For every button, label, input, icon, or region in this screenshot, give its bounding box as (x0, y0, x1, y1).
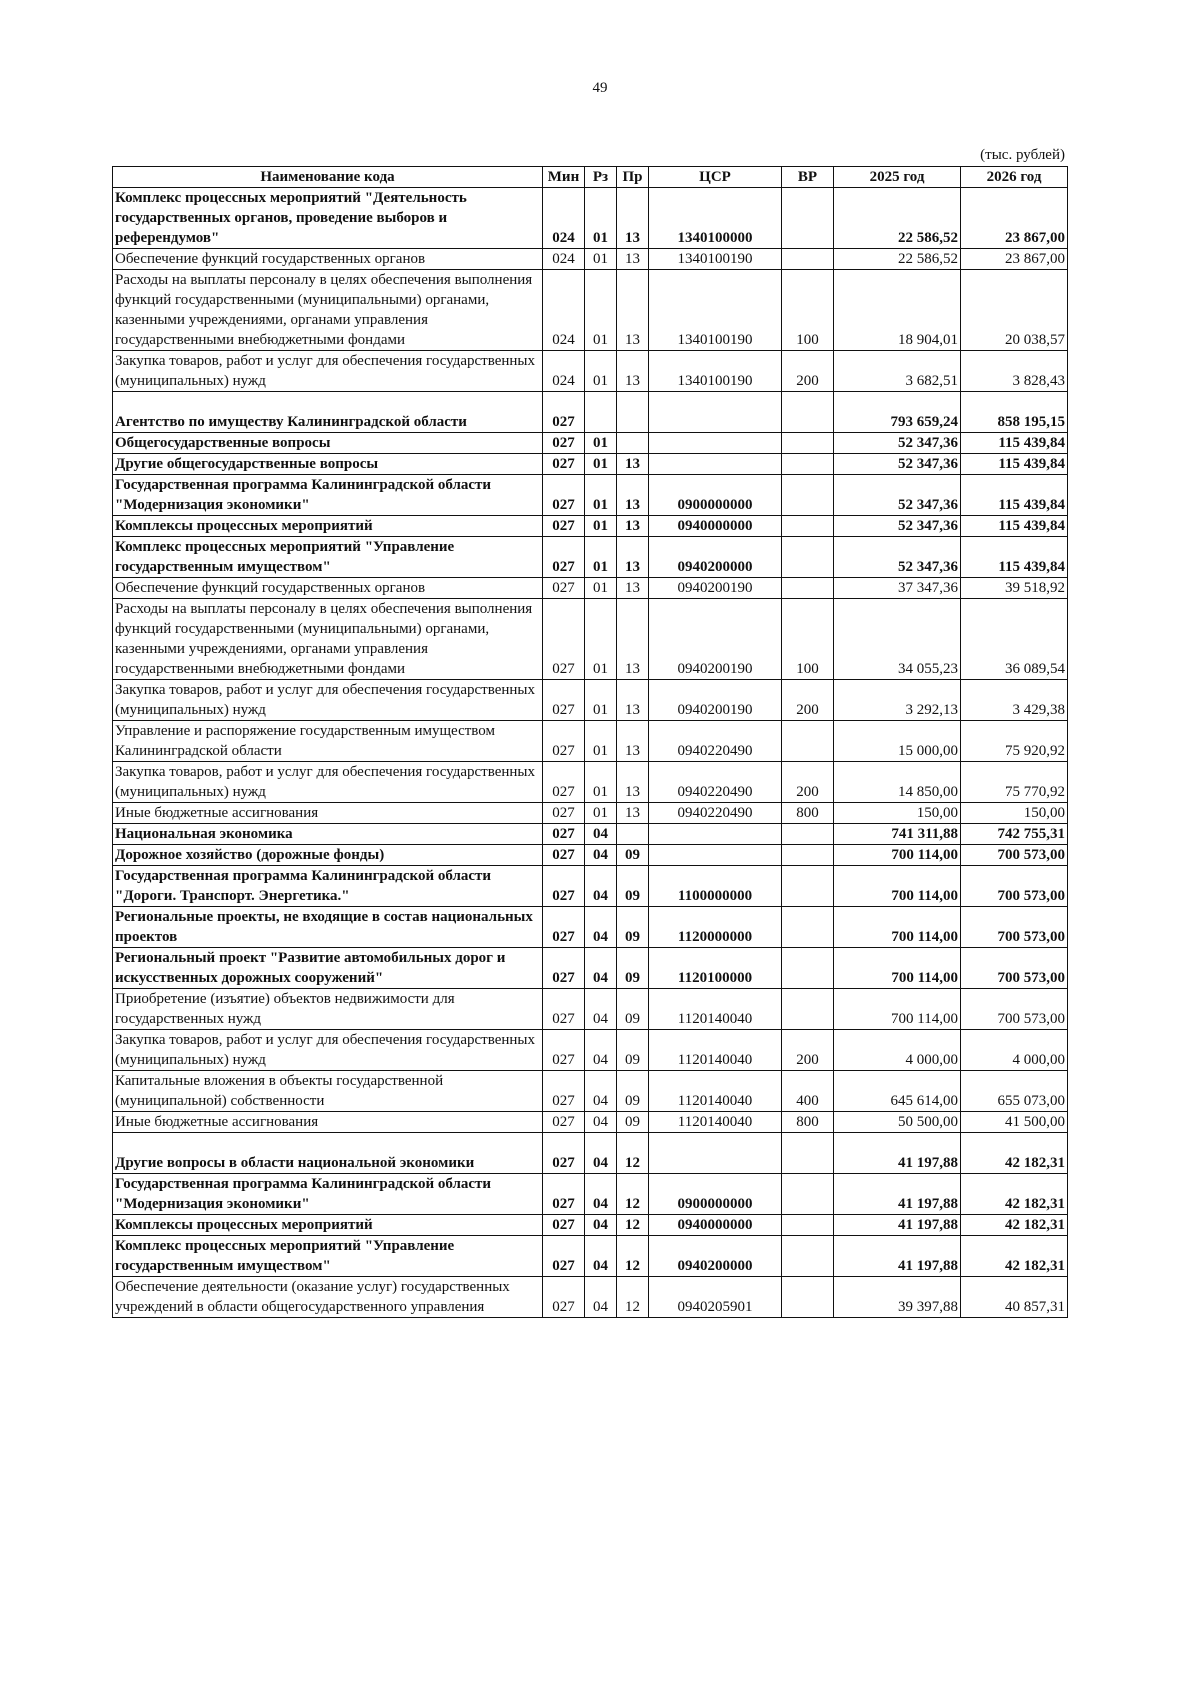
cell-rz: 04 (585, 1277, 617, 1318)
header-pr: Пр (617, 167, 649, 188)
table-row (113, 578, 1068, 599)
cell-min: 027 (543, 948, 585, 989)
header-name: Наименование кода (113, 167, 543, 188)
cell-pr: 13 (617, 680, 649, 721)
cell-name: Закупка товаров, работ и услуг для обеспечения государственных (муниципальных) нужд (113, 351, 543, 392)
cell-pr: 13 (617, 454, 649, 475)
cell-vr (782, 249, 834, 270)
cell-pr: 09 (617, 866, 649, 907)
cell-vr (782, 948, 834, 989)
cell-pr: 13 (617, 537, 649, 578)
cell-rz: 04 (585, 1215, 617, 1236)
cell-pr (617, 433, 649, 454)
cell-min: 027 (543, 578, 585, 599)
cell-name: Обеспечение деятельности (оказание услуг) государственных учреждений в области общегосударственного управления (113, 1277, 543, 1318)
cell-pr: 13 (617, 249, 649, 270)
cell-vr (782, 845, 834, 866)
cell-rz: 04 (585, 948, 617, 989)
cell-min: 027 (543, 454, 585, 475)
cell-2026: 39 518,92 (961, 578, 1068, 599)
cell-pr: 13 (617, 762, 649, 803)
cell-min: 027 (543, 721, 585, 762)
header-csr: ЦСР (649, 167, 782, 188)
cell-2025: 700 114,00 (834, 989, 961, 1030)
cell-vr: 100 (782, 270, 834, 351)
cell-rz: 04 (585, 824, 617, 845)
cell-2025: 41 197,88 (834, 1215, 961, 1236)
cell-2025: 39 397,88 (834, 1277, 961, 1318)
cell-pr: 13 (617, 578, 649, 599)
table-row (113, 989, 1068, 1030)
cell-2025: 52 347,36 (834, 433, 961, 454)
cell-csr: 0940205901 (649, 1277, 782, 1318)
cell-2025: 3 682,51 (834, 351, 961, 392)
cell-pr: 13 (617, 803, 649, 824)
cell-rz (585, 392, 617, 433)
cell-pr: 09 (617, 907, 649, 948)
cell-min: 027 (543, 392, 585, 433)
cell-2025: 41 197,88 (834, 1133, 961, 1174)
table-row (113, 845, 1068, 866)
cell-csr: 1340100190 (649, 270, 782, 351)
cell-pr: 13 (617, 721, 649, 762)
cell-min: 027 (543, 866, 585, 907)
table-row (113, 270, 1068, 351)
cell-2025: 150,00 (834, 803, 961, 824)
cell-rz: 01 (585, 599, 617, 680)
cell-rz: 01 (585, 721, 617, 762)
cell-rz: 01 (585, 270, 617, 351)
table-row (113, 188, 1068, 249)
cell-pr: 09 (617, 989, 649, 1030)
cell-2026: 36 089,54 (961, 599, 1068, 680)
cell-min: 027 (543, 762, 585, 803)
cell-2025: 18 904,01 (834, 270, 961, 351)
cell-pr: 09 (617, 845, 649, 866)
cell-csr: 0940200000 (649, 537, 782, 578)
cell-pr: 09 (617, 1071, 649, 1112)
cell-2026: 23 867,00 (961, 188, 1068, 249)
cell-name: Иные бюджетные ассигнования (113, 803, 543, 824)
cell-2025: 52 347,36 (834, 454, 961, 475)
cell-csr (649, 1133, 782, 1174)
cell-csr: 1120100000 (649, 948, 782, 989)
table-row (113, 948, 1068, 989)
cell-pr: 13 (617, 516, 649, 537)
cell-vr (782, 989, 834, 1030)
budget-table (112, 166, 1068, 1318)
cell-min: 027 (543, 599, 585, 680)
cell-2026: 3 828,43 (961, 351, 1068, 392)
cell-min: 027 (543, 537, 585, 578)
cell-2026: 115 439,84 (961, 433, 1068, 454)
cell-pr: 13 (617, 270, 649, 351)
cell-2026: 115 439,84 (961, 475, 1068, 516)
cell-2026: 700 573,00 (961, 845, 1068, 866)
unit-note: (тыс. рублей) (980, 147, 1065, 163)
table-row (113, 433, 1068, 454)
table-row (113, 1030, 1068, 1071)
cell-pr: 12 (617, 1236, 649, 1277)
cell-csr: 1120140040 (649, 989, 782, 1030)
cell-2025: 41 197,88 (834, 1236, 961, 1277)
cell-name: Дорожное хозяйство (дорожные фонды) (113, 845, 543, 866)
cell-pr (617, 824, 649, 845)
table-row (113, 1174, 1068, 1215)
cell-pr: 13 (617, 351, 649, 392)
table-row (113, 1071, 1068, 1112)
cell-name: Комплексы процессных мероприятий (113, 1215, 543, 1236)
cell-csr: 1340100190 (649, 249, 782, 270)
cell-vr: 100 (782, 599, 834, 680)
cell-2026: 4 000,00 (961, 1030, 1068, 1071)
cell-min: 027 (543, 433, 585, 454)
table-row (113, 1215, 1068, 1236)
cell-csr (649, 824, 782, 845)
cell-min: 027 (543, 1174, 585, 1215)
header-2026: 2026 год (961, 167, 1068, 188)
cell-csr: 0940200190 (649, 680, 782, 721)
header-vr: ВР (782, 167, 834, 188)
cell-csr (649, 392, 782, 433)
cell-2025: 52 347,36 (834, 475, 961, 516)
cell-vr (782, 188, 834, 249)
cell-vr (782, 392, 834, 433)
cell-rz: 01 (585, 803, 617, 824)
cell-csr (649, 845, 782, 866)
table-row (113, 721, 1068, 762)
cell-vr: 800 (782, 803, 834, 824)
cell-rz: 01 (585, 516, 617, 537)
cell-min: 024 (543, 351, 585, 392)
cell-name: Закупка товаров, работ и услуг для обеспечения государственных (муниципальных) нужд (113, 1030, 543, 1071)
cell-min: 027 (543, 1030, 585, 1071)
cell-name: Государственная программа Калининградской области "Дороги. Транспорт. Энергетика." (113, 866, 543, 907)
page-number: 49 (592, 80, 608, 96)
cell-name: Региональные проекты, не входящие в состав национальных проектов (113, 907, 543, 948)
cell-rz: 04 (585, 1112, 617, 1133)
cell-2025: 4 000,00 (834, 1030, 961, 1071)
table-row (113, 907, 1068, 948)
cell-2026: 23 867,00 (961, 249, 1068, 270)
cell-min: 027 (543, 803, 585, 824)
cell-2026: 3 429,38 (961, 680, 1068, 721)
cell-2026: 150,00 (961, 803, 1068, 824)
cell-rz: 01 (585, 351, 617, 392)
cell-2026: 42 182,31 (961, 1215, 1068, 1236)
cell-2026: 742 755,31 (961, 824, 1068, 845)
cell-2026: 75 920,92 (961, 721, 1068, 762)
table-row (113, 599, 1068, 680)
cell-2025: 37 347,36 (834, 578, 961, 599)
cell-pr: 09 (617, 1030, 649, 1071)
cell-min: 027 (543, 516, 585, 537)
cell-csr: 1120140040 (649, 1071, 782, 1112)
cell-csr: 1100000000 (649, 866, 782, 907)
cell-pr: 13 (617, 475, 649, 516)
cell-rz: 04 (585, 1071, 617, 1112)
cell-vr (782, 1215, 834, 1236)
cell-vr: 400 (782, 1071, 834, 1112)
cell-pr: 13 (617, 599, 649, 680)
table-row (113, 803, 1068, 824)
cell-2025: 700 114,00 (834, 907, 961, 948)
cell-name: Другие общегосударственные вопросы (113, 454, 543, 475)
cell-2026: 700 573,00 (961, 907, 1068, 948)
cell-2025: 793 659,24 (834, 392, 961, 433)
table-row (113, 1112, 1068, 1133)
cell-2026: 115 439,84 (961, 516, 1068, 537)
cell-min: 024 (543, 188, 585, 249)
cell-name: Капитальные вложения в объекты государственной (муниципальной) собственности (113, 1071, 543, 1112)
cell-rz: 01 (585, 188, 617, 249)
cell-min: 027 (543, 845, 585, 866)
cell-2026: 700 573,00 (961, 866, 1068, 907)
cell-name: Другие вопросы в области национальной экономики (113, 1133, 543, 1174)
cell-name: Закупка товаров, работ и услуг для обеспечения государственных (муниципальных) нужд (113, 762, 543, 803)
cell-csr: 0940220490 (649, 803, 782, 824)
cell-2025: 34 055,23 (834, 599, 961, 680)
cell-name: Расходы на выплаты персоналу в целях обеспечения выполнения функций государственными (муниципальными) органами, казенными учреждениями, органами управления государственными внебюджетными фондами (113, 599, 543, 680)
cell-2025: 3 292,13 (834, 680, 961, 721)
cell-2026: 42 182,31 (961, 1236, 1068, 1277)
cell-pr: 12 (617, 1174, 649, 1215)
cell-2026: 40 857,31 (961, 1277, 1068, 1318)
cell-name: Государственная программа Калининградской области "Модернизация экономики" (113, 1174, 543, 1215)
cell-2026: 858 195,15 (961, 392, 1068, 433)
table-body (113, 188, 1068, 1318)
cell-min: 027 (543, 1215, 585, 1236)
cell-vr (782, 1277, 834, 1318)
cell-vr (782, 433, 834, 454)
cell-min: 024 (543, 249, 585, 270)
cell-2025: 700 114,00 (834, 948, 961, 989)
table-row (113, 249, 1068, 270)
cell-pr: 12 (617, 1133, 649, 1174)
cell-2026: 700 573,00 (961, 989, 1068, 1030)
cell-2025: 700 114,00 (834, 866, 961, 907)
cell-rz: 01 (585, 762, 617, 803)
cell-rz: 01 (585, 249, 617, 270)
cell-name: Обеспечение функций государственных органов (113, 578, 543, 599)
cell-csr (649, 433, 782, 454)
cell-rz: 04 (585, 907, 617, 948)
cell-2026: 700 573,00 (961, 948, 1068, 989)
cell-csr: 0940200000 (649, 1236, 782, 1277)
cell-2026: 655 073,00 (961, 1071, 1068, 1112)
cell-vr (782, 1133, 834, 1174)
header-min: Мин (543, 167, 585, 188)
cell-vr: 200 (782, 680, 834, 721)
cell-min: 027 (543, 1071, 585, 1112)
cell-rz: 04 (585, 1236, 617, 1277)
cell-vr (782, 824, 834, 845)
header-2025: 2025 год (834, 167, 961, 188)
cell-min: 027 (543, 1133, 585, 1174)
cell-pr: 12 (617, 1215, 649, 1236)
cell-vr: 200 (782, 762, 834, 803)
cell-csr: 1120140040 (649, 1030, 782, 1071)
cell-name: Обеспечение функций государственных органов (113, 249, 543, 270)
cell-vr (782, 721, 834, 762)
cell-rz: 01 (585, 537, 617, 578)
table-header-row (113, 167, 1068, 188)
cell-2025: 52 347,36 (834, 537, 961, 578)
cell-pr: 12 (617, 1277, 649, 1318)
cell-name: Национальная экономика (113, 824, 543, 845)
cell-min: 027 (543, 1277, 585, 1318)
cell-min: 027 (543, 1112, 585, 1133)
cell-vr (782, 475, 834, 516)
table-row (113, 1236, 1068, 1277)
cell-name: Региональный проект "Развитие автомобильных дорог и искусственных дорожных сооружений" (113, 948, 543, 989)
cell-2026: 20 038,57 (961, 270, 1068, 351)
cell-vr: 200 (782, 351, 834, 392)
cell-csr: 0900000000 (649, 1174, 782, 1215)
cell-2025: 700 114,00 (834, 845, 961, 866)
cell-2026: 42 182,31 (961, 1133, 1068, 1174)
cell-vr (782, 1236, 834, 1277)
cell-csr: 0900000000 (649, 475, 782, 516)
table-row (113, 537, 1068, 578)
cell-2025: 22 586,52 (834, 188, 961, 249)
cell-vr (782, 454, 834, 475)
cell-2026: 42 182,31 (961, 1174, 1068, 1215)
cell-csr: 1120000000 (649, 907, 782, 948)
cell-rz: 04 (585, 866, 617, 907)
cell-csr: 0940220490 (649, 762, 782, 803)
cell-2026: 115 439,84 (961, 537, 1068, 578)
cell-rz: 01 (585, 578, 617, 599)
cell-name: Комплексы процессных мероприятий (113, 516, 543, 537)
cell-pr: 13 (617, 188, 649, 249)
cell-vr (782, 907, 834, 948)
cell-2026: 115 439,84 (961, 454, 1068, 475)
cell-2026: 41 500,00 (961, 1112, 1068, 1133)
table-row (113, 866, 1068, 907)
cell-name: Приобретение (изъятие) объектов недвижимости для государственных нужд (113, 989, 543, 1030)
cell-csr: 1340100000 (649, 188, 782, 249)
cell-name: Расходы на выплаты персоналу в целях обеспечения выполнения функций государственными (муниципальными) органами, казенными учреждениями, органами управления государственными внебюджетными фондами (113, 270, 543, 351)
cell-rz: 04 (585, 1174, 617, 1215)
cell-min: 027 (543, 907, 585, 948)
cell-vr: 800 (782, 1112, 834, 1133)
cell-csr: 0940000000 (649, 1215, 782, 1236)
cell-2025: 645 614,00 (834, 1071, 961, 1112)
cell-csr: 0940200190 (649, 599, 782, 680)
cell-min: 024 (543, 270, 585, 351)
cell-2025: 14 850,00 (834, 762, 961, 803)
cell-rz: 04 (585, 845, 617, 866)
cell-rz: 04 (585, 1030, 617, 1071)
cell-rz: 01 (585, 454, 617, 475)
table-row (113, 516, 1068, 537)
cell-min: 027 (543, 475, 585, 516)
table-row (113, 454, 1068, 475)
header-rz: Рз (585, 167, 617, 188)
cell-rz: 04 (585, 1133, 617, 1174)
cell-pr: 09 (617, 1112, 649, 1133)
table-row (113, 1133, 1068, 1174)
cell-vr (782, 1174, 834, 1215)
cell-name: Иные бюджетные ассигнования (113, 1112, 543, 1133)
cell-min: 027 (543, 989, 585, 1030)
cell-pr: 09 (617, 948, 649, 989)
table-row (113, 680, 1068, 721)
cell-csr: 1340100190 (649, 351, 782, 392)
cell-name: Общегосударственные вопросы (113, 433, 543, 454)
cell-name: Комплекс процессных мероприятий "Деятельность государственных органов, проведение выборов и референдумов" (113, 188, 543, 249)
cell-vr (782, 866, 834, 907)
cell-vr: 200 (782, 1030, 834, 1071)
cell-pr (617, 392, 649, 433)
cell-name: Агентство по имуществу Калининградской области (113, 392, 543, 433)
cell-name: Комплекс процессных мероприятий "Управление государственным имуществом" (113, 537, 543, 578)
cell-vr (782, 578, 834, 599)
table-row (113, 392, 1068, 433)
cell-2025: 41 197,88 (834, 1174, 961, 1215)
cell-2025: 52 347,36 (834, 516, 961, 537)
cell-rz: 04 (585, 989, 617, 1030)
cell-min: 027 (543, 824, 585, 845)
cell-name: Комплекс процессных мероприятий "Управление государственным имуществом" (113, 1236, 543, 1277)
cell-csr: 1120140040 (649, 1112, 782, 1133)
cell-2025: 50 500,00 (834, 1112, 961, 1133)
cell-name: Закупка товаров, работ и услуг для обеспечения государственных (муниципальных) нужд (113, 680, 543, 721)
cell-vr (782, 537, 834, 578)
cell-csr (649, 454, 782, 475)
cell-rz: 01 (585, 680, 617, 721)
table-row (113, 1277, 1068, 1318)
table-row (113, 475, 1068, 516)
cell-rz: 01 (585, 475, 617, 516)
cell-min: 027 (543, 1236, 585, 1277)
cell-name: Управление и распоряжение государственным имуществом Калининградской области (113, 721, 543, 762)
cell-2025: 741 311,88 (834, 824, 961, 845)
table-row (113, 824, 1068, 845)
table-row (113, 351, 1068, 392)
cell-csr: 0940000000 (649, 516, 782, 537)
cell-vr (782, 516, 834, 537)
cell-2026: 75 770,92 (961, 762, 1068, 803)
cell-csr: 0940200190 (649, 578, 782, 599)
cell-2025: 22 586,52 (834, 249, 961, 270)
cell-min: 027 (543, 680, 585, 721)
cell-2025: 15 000,00 (834, 721, 961, 762)
table-row (113, 762, 1068, 803)
cell-name: Государственная программа Калининградской области "Модернизация экономики" (113, 475, 543, 516)
cell-rz: 01 (585, 433, 617, 454)
cell-csr: 0940220490 (649, 721, 782, 762)
